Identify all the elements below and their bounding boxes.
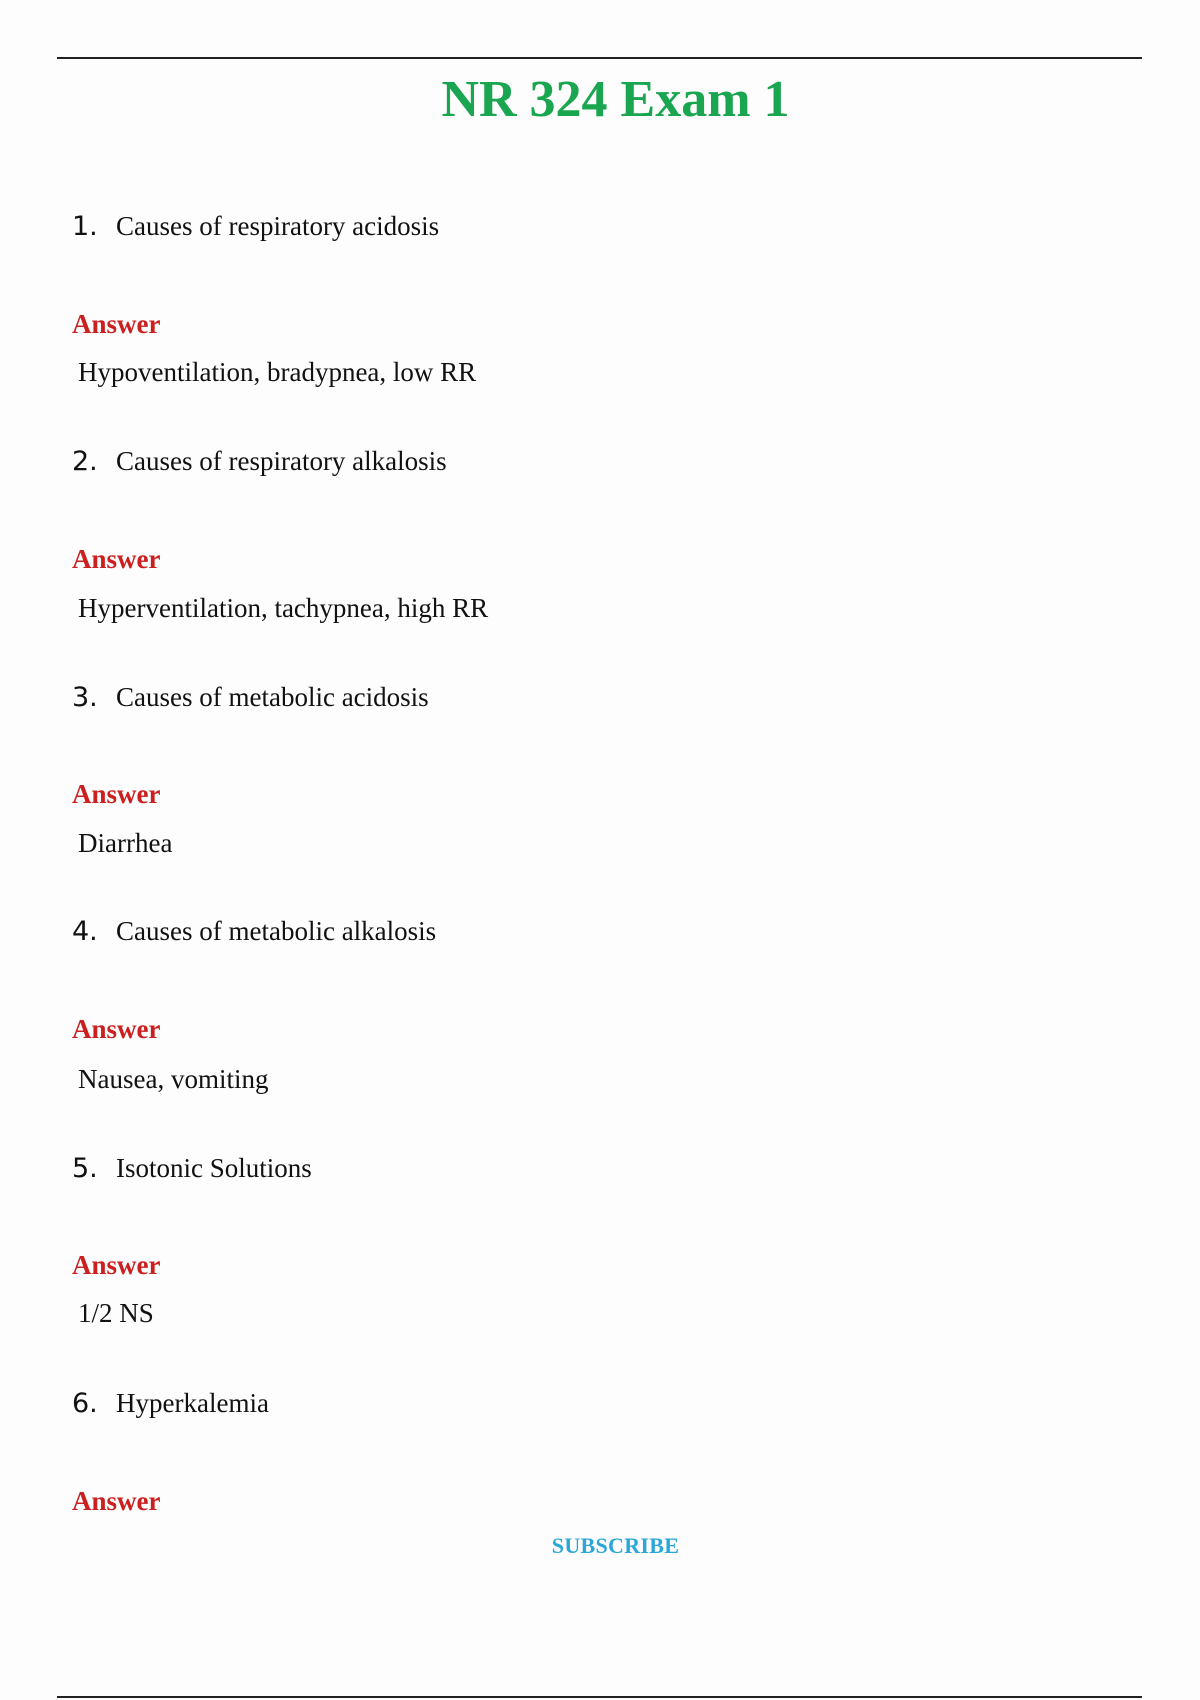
answer-text: 1/2 NS [78,1298,154,1328]
question-item [72,681,429,714]
page-title: NR 324 Exam 1 [441,71,790,128]
question-text: Hyperkalemia [116,1388,269,1418]
answer-text: Nausea, vomiting [78,1064,269,1094]
answer-label: Answer [72,1486,161,1516]
question-number: 1. [72,211,98,242]
answer-label: Answer [72,544,161,574]
question-number: 5. [72,1153,98,1184]
subscribe-link[interactable]: SUBSCRIBE [551,1533,680,1558]
bottom-divider [57,1696,1142,1698]
question-text: Causes of metabolic alkalosis [116,916,437,946]
answer-text: Hyperventilation, tachypnea, high RR [78,593,489,623]
question-item [72,915,436,948]
answer-label: Answer [72,1014,161,1044]
answer-label: Answer [72,1250,161,1280]
question-number: 6. [72,1388,98,1419]
answer-label: Answer [72,779,161,809]
question-text: Isotonic Solutions [116,1153,312,1183]
question-number: 2. [72,446,98,477]
top-divider [57,57,1142,59]
question-item [72,1387,269,1420]
question-number: 4. [72,916,98,947]
question-text: Causes of metabolic acidosis [116,682,429,712]
answer-text: Diarrhea [78,828,173,858]
question-text: Causes of respiratory acidosis [116,211,440,241]
question-item [72,210,439,243]
question-number: 3. [72,682,98,713]
answer-text: Hypoventilation, bradypnea, low RR [78,357,477,387]
question-item [72,445,447,478]
question-text: Causes of respiratory alkalosis [116,446,447,476]
question-item [72,1152,312,1185]
answer-label: Answer [72,309,161,339]
